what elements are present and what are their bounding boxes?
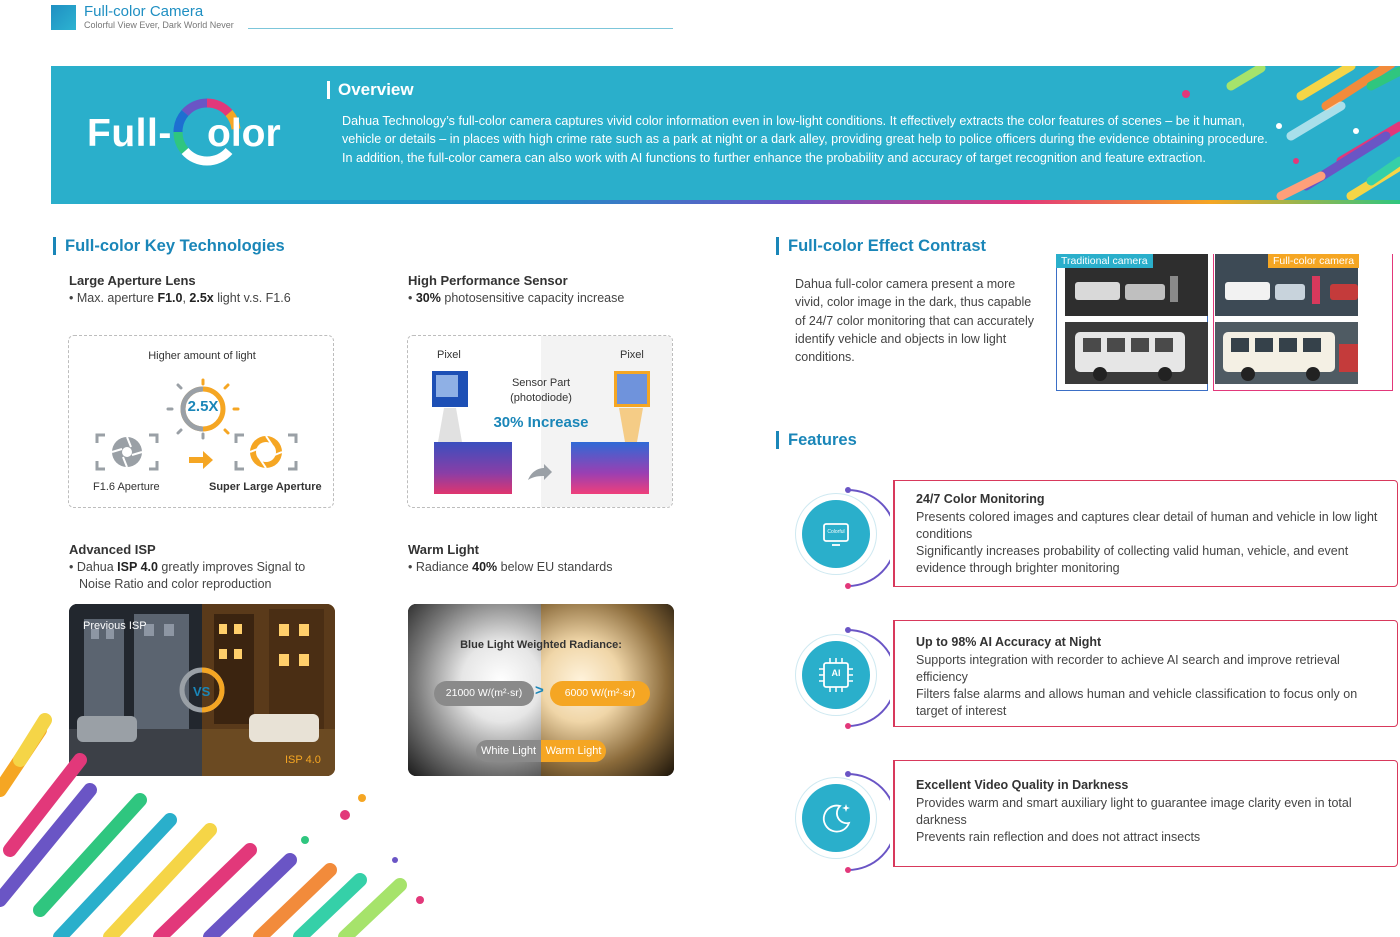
arrow-right-icon [187,449,215,471]
isp-bullet [69,559,305,577]
overview-paragraph-1: Dahua Technology’s full-color camera captures vivid color information even in low-light conditions. It effectively extracts the color features of scenes – be it human, vehicle or details – in places with high crime rate such as a park at night or a dark alley, providing great help to police officers during the evidence obtaining procedure. [342,114,1268,147]
pixel-small-icon [432,371,468,407]
warm-bullet-text: • Radiance [408,560,473,574]
sensor-arrow-icon [526,464,554,486]
lens-title: Large Aperture Lens [69,273,196,288]
pixel-label-left: Pixel [437,349,461,361]
aperture-heading: Higher amount of light [148,350,256,362]
sensor-bullet [408,290,624,308]
page-subtitle: Colorful View Ever, Dark World Never [84,20,234,30]
feature-1-circle [802,500,870,568]
sensor-bullet-rest: photosensitive capacity increase [440,291,625,305]
warm-title: Warm Light [408,542,480,557]
features-title: Features [776,431,857,449]
isp-title: Advanced ISP [69,542,156,557]
feature-3-line2: Prevents rain reflection and does not attract insects [916,830,1201,844]
decorative-stripes [0,700,440,937]
page-title: Full-color Camera [84,3,204,20]
feature-2-line1: Supports integration with recorder to achieve AI search and improve retrieval efficiency [916,653,1340,684]
feature-2-circle [802,641,870,709]
increase-label: 30% Increase [493,414,589,431]
isp-bullet-rest: greatly improves Signal to [157,560,306,574]
aperture-large-icon [234,433,298,471]
isp-vs-label: VS [193,684,211,699]
sensor-bullet-pct: 30% [415,291,441,305]
isp-bullet-line2: Noise Ratio and color reproduction [79,577,272,591]
traditional-camera-photos [1065,254,1208,386]
feature-2-line2: Filters false alarms and allows human and vehicle classification to focus only on target of interest [916,687,1358,718]
pixel-label-right: Pixel [620,349,644,361]
lens-bullet-sep: , [182,291,190,305]
logo-text-left: Full- [87,112,172,155]
aperture-label-small: F1.6 Aperture [93,481,160,493]
aperture-small-icon [95,433,159,471]
lens-bullet-text: • Max. aperture [69,291,158,305]
effect-body: Dahua full-color camera present a more vivid, color image in the dark, thus capable of 24/7 color monitoring that can accurately identify vehicle and objects in low light conditions. [795,277,1035,365]
overview-body [342,112,1277,167]
sensor-diagram [407,335,673,508]
warm-light-label: Warm Light [541,740,606,762]
white-radiance-value: 21000 W/(m²·sr) [434,681,534,706]
lens-bullet-f10: F1.0 [157,291,183,305]
sensor-image-small [432,408,516,494]
feature-3-circle [802,784,870,852]
light-factor: 2.5X [187,398,219,415]
warm-radiance-value: 6000 W/(m²·sr) [550,681,650,706]
warm-bullet [408,559,613,577]
sensor-image-large [569,408,653,494]
key-tech-title: Full-color Key Technologies [53,237,285,255]
warm-bullet-rest: below EU standards [497,560,613,574]
isp-bullet-text: • Dahua [69,560,118,574]
lens-bullet-rest: light v.s. F1.6 [213,291,291,305]
isp-previous-label: Previous ISP [83,620,147,632]
feature-3-title: Excellent Video Quality in Darkness [916,778,1129,792]
lens-bullet-2x: 2.5x [189,291,214,305]
radiance-compare: > [535,682,544,699]
feature-1-line2: Significantly increases probability of collecting valid human, vehicle, and event evidence through brighter monitoring [916,544,1349,575]
overview-title: Overview [327,81,414,99]
isp-new-label: ISP 4.0 [285,754,321,766]
feature-1-line1: Presents colored images and captures clear detail of human and vehicle in low light conditions [916,510,1378,541]
sensor-bullet-text: • [408,291,416,305]
aperture-label-large: Super Large Aperture [209,481,322,493]
warm-light-image [408,604,674,776]
fullcolor-tag: Full-color camera [1268,254,1359,268]
brand-square [51,5,76,30]
feature-1-icon-label: Colorful [827,529,845,535]
moon-icon [802,784,870,852]
sensor-part-label: Sensor Part [511,377,571,389]
radiance-heading: Blue Light Weighted Radiance: [460,639,622,651]
overview-paragraph-2: In addition, the full-color camera can also work with AI functions to further enhance the probability and accuracy of target recognition and feature extraction. [342,150,1206,165]
feature-2-icon-label: AI [831,668,841,678]
fullcolor-camera-photos [1215,254,1358,386]
feature-card-1 [893,480,1398,587]
rainbow-divider [51,200,1400,204]
feature-2-title: Up to 98% AI Accuracy at Night [916,635,1102,649]
lens-bullet [69,290,291,308]
feature-3-line1: Provides warm and smart auxiliary light to guarantee image clarity even in total darkness [916,796,1352,827]
header-divider [248,28,673,29]
warm-bullet-pct: 40% [472,560,498,574]
sensor-title: High Performance Sensor [408,273,568,288]
effect-title: Full-color Effect Contrast [776,237,986,255]
feature-card-2 [893,620,1398,727]
isp-bullet-version: ISP 4.0 [117,560,158,574]
pixel-large-icon [614,371,650,407]
feature-card-3 [893,760,1398,867]
feature-1-title: 24/7 Color Monitoring [916,492,1045,506]
logo-text-right: olor [207,112,281,155]
traditional-tag: Traditional camera [1056,254,1153,268]
aperture-diagram [68,335,334,508]
photodiode-label: (photodiode) [510,392,572,404]
white-light-label: White Light [476,740,541,762]
